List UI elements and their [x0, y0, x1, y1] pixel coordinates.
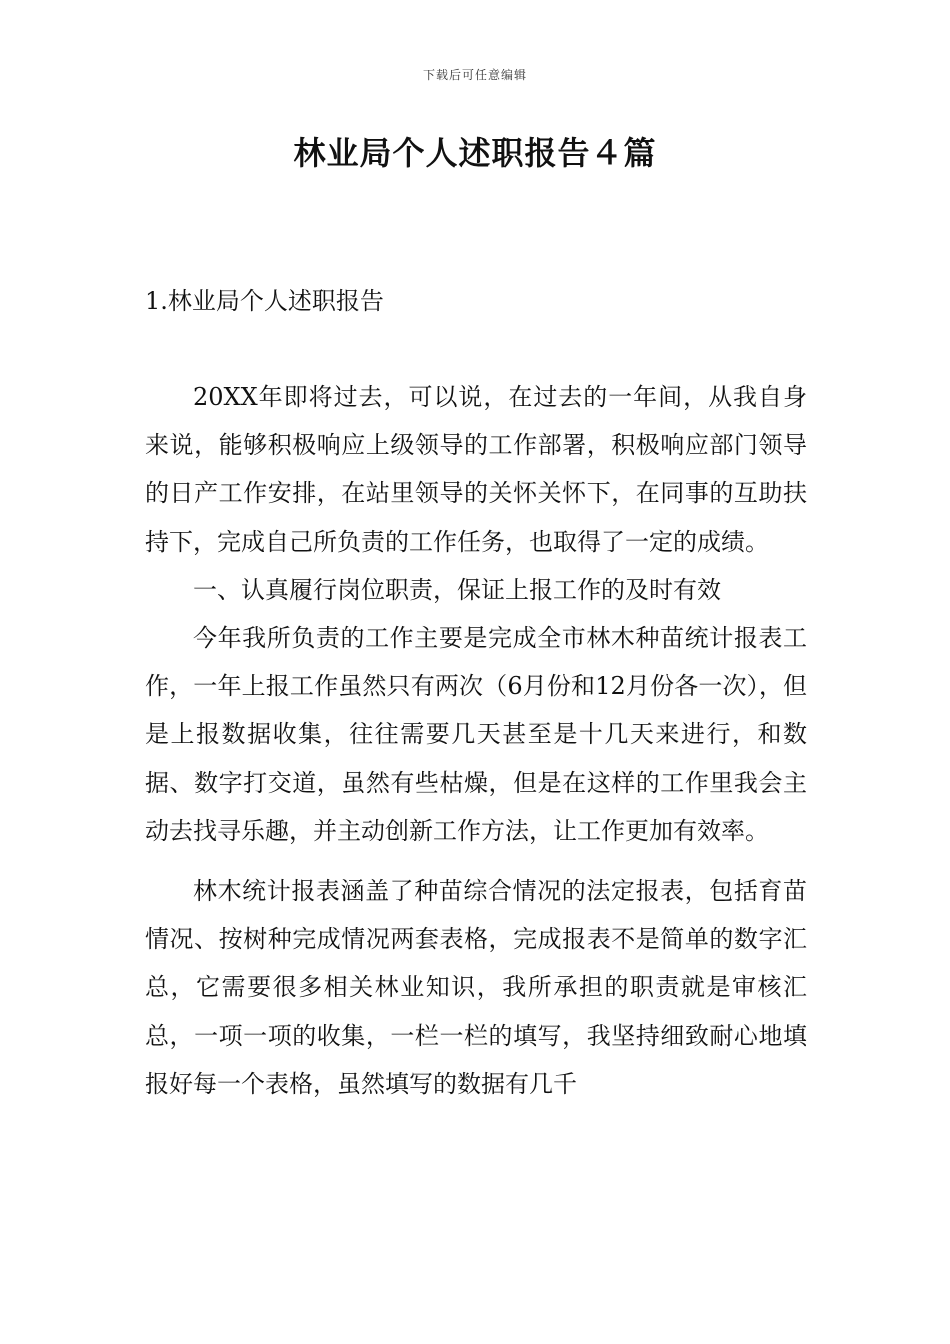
paragraph: 今年我所负责的工作主要是完成全市林木种苗统计报表工作，一年上报工作虽然只有两次（6月份和12月份各一次），但是上报数据收集，往往需要几天甚至是十几天来进行，和数据、数字打交道，虽然有些枯燥，但是在这样的工作里我会主动去找寻乐趣，并主动创新工作方法，让工作更加有效率。 — [145, 624, 807, 845]
body-text — [145, 373, 807, 1108]
document-title: 林业局个人述职报告４篇 — [293, 134, 657, 172]
subheading-paragraph: 一、认真履行岗位职责，保证上报工作的及时有效 — [193, 575, 721, 604]
section-heading: 1.林业局个人述职报告 — [145, 287, 384, 315]
paragraph: 20XX年即将过去，可以说，在过去的一年间，从我自身来说，能够积极响应上级领导的工作部署，积极响应部门领导的日产工作安排，在站里领导的关怀关怀下，在同事的互助扶持下，完成自己所负责的工作任务，也取得了一定的成绩。 — [145, 383, 807, 556]
paragraph: 林木统计报表涵盖了种苗综合情况的法定报表，包括育苗情况、按树种完成情况两套表格，完成报表不是简单的数字汇总，它需要很多相关林业知识，我所承担的职责就是审核汇总，一项一项的收集，一栏一栏的填写，我坚持细致耐心地填报好每一个表格，虽然填写的数据有几千 — [145, 877, 807, 1098]
header-note: 下载后可任意编辑 — [422, 68, 527, 82]
